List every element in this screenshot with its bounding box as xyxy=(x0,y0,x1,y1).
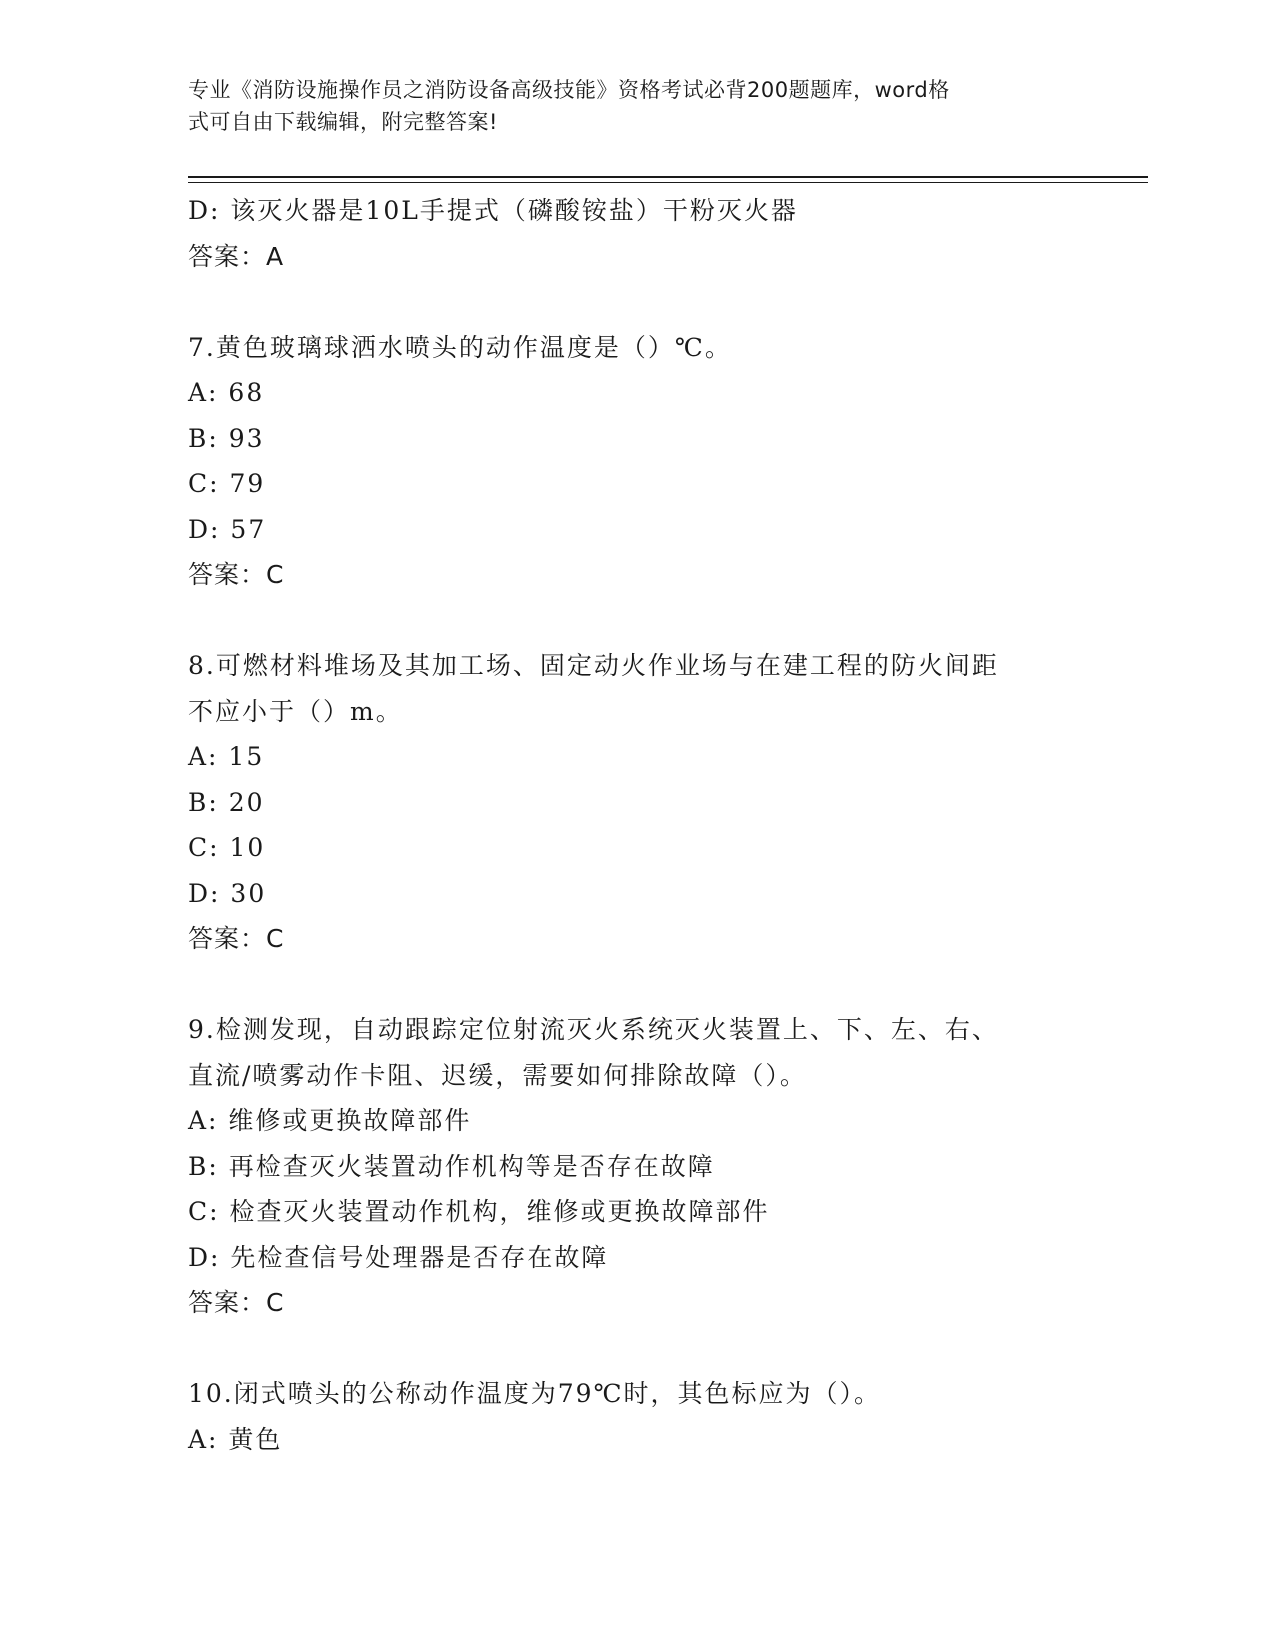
answer-label: 答案：A xyxy=(188,241,285,271)
header-rule-thick xyxy=(188,176,1148,178)
question-9 xyxy=(188,1007,1088,1326)
answer-label: 答案：C xyxy=(188,1288,285,1317)
question-stem-line-2: 直流/喷雾动作卡阻、迟缓，需要如何排除故障（）。 xyxy=(188,1060,807,1090)
question-6-tail xyxy=(188,188,1088,279)
option-c: C: 10 xyxy=(188,833,266,862)
question-8 xyxy=(188,643,1088,962)
header-rule-thin xyxy=(188,182,1148,183)
option-d: D: 30 xyxy=(188,878,267,908)
option-b: B: 再检查灭火装置动作机构等是否存在故障 xyxy=(188,1151,715,1181)
option-a: A: 15 xyxy=(188,742,265,771)
option-b: B: 93 xyxy=(188,423,265,453)
question-list xyxy=(188,188,1088,1462)
option-c: C: 79 xyxy=(188,469,266,498)
answer-label: 答案：C xyxy=(188,560,285,589)
header-line-1: 专业《消防设施操作员之消防设备高级技能》资格考试必背200题题库，word格 xyxy=(188,78,950,102)
option-a: A: 黄色 xyxy=(188,1424,283,1454)
question-stem: 7.黄色玻璃球洒水喷头的动作温度是（）℃。 xyxy=(188,332,732,362)
header-line-2: 式可自由下载编辑，附完整答案! xyxy=(188,110,498,134)
question-7 xyxy=(188,325,1088,598)
spacer xyxy=(188,279,1088,325)
option-a: A: 维修或更换故障部件 xyxy=(188,1106,472,1135)
option-d: D: 先检查信号处理器是否存在故障 xyxy=(188,1242,609,1272)
spacer xyxy=(188,962,1088,1008)
spacer xyxy=(188,1326,1088,1372)
option-d: D: 57 xyxy=(188,514,267,544)
option-b: B: 20 xyxy=(188,787,265,817)
option-c: C: 检查灭火装置动作机构，维修或更换故障部件 xyxy=(188,1197,770,1226)
option-d: D: 该灭火器是10L手提式（磷酸铵盐）干粉灭火器 xyxy=(188,196,798,225)
question-stem-line-1: 9.检测发现，自动跟踪定位射流灭火系统灭火装置上、下、左、右、 xyxy=(188,1015,999,1044)
question-stem-line-1: 8.可燃材料堆场及其加工场、固定动火作业场与在建工程的防火间距 xyxy=(188,651,999,680)
question-10 xyxy=(188,1371,1088,1462)
question-stem: 10.闭式喷头的公称动作温度为79℃时，其色标应为（）。 xyxy=(188,1379,882,1408)
document-header xyxy=(188,74,1068,138)
question-stem-line-2: 不应小于（）m。 xyxy=(188,696,403,726)
option-a: A: 68 xyxy=(188,378,265,407)
answer-label: 答案：C xyxy=(188,924,285,953)
spacer xyxy=(188,598,1088,644)
